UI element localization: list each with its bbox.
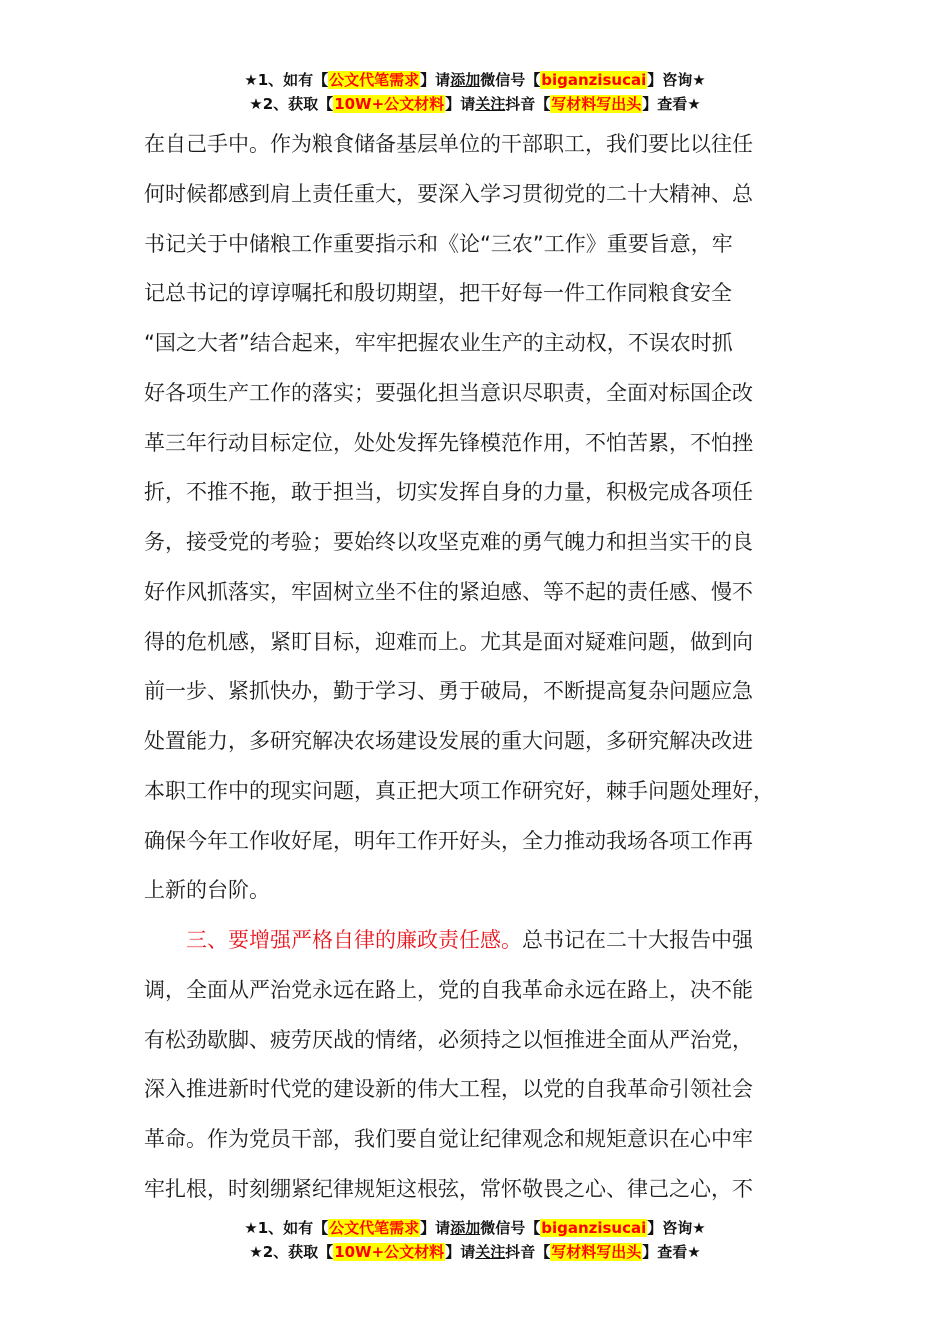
footer-banner: [0, 1216, 950, 1264]
banner-highlight: 公文代笔需求: [329, 1219, 420, 1237]
body-line: 书记关于中储粮工作重要指示和《论“三农”工作》重要旨意，牢: [144, 231, 733, 256]
banner-text: 微信号【: [480, 71, 541, 89]
banner-text: 】请: [420, 71, 451, 89]
body-line: 折，不推不拖，敢于担当，切实发挥自身的力量，积极完成各项任: [144, 480, 753, 505]
banner-line-2: [0, 1240, 950, 1264]
banner-text: ★2、获取【: [249, 95, 334, 113]
banner-text: ★2、获取【: [249, 1243, 334, 1261]
body-line: 前一步、紧抓快办，勤于学习、勇于破局，不断提高复杂问题应急: [144, 679, 753, 704]
section-3-text: 总书记在二十大报告中强: [522, 928, 753, 952]
body-line: 处置能力，多研究解决农场建设发展的重大问题，多研究解决改进: [144, 729, 753, 753]
banner-highlight: 公文代笔需求: [329, 71, 420, 89]
banner-highlight: 写材料写出头: [551, 1243, 642, 1261]
banner-text: ★1、如有【: [244, 71, 329, 89]
banner-highlight: biganzisucai: [541, 71, 647, 89]
body-line: 得的危机感，紧盯目标，迎难而上。尤其是面对疑难问题，做到向: [144, 629, 753, 654]
banner-text: 】查看★: [642, 95, 701, 113]
document-body: [144, 120, 806, 1215]
banner-underlined: 添加: [450, 71, 481, 89]
body-line: 在自己手中。作为粮食储备基层单位的干部职工，我们要比以往任: [144, 132, 753, 156]
banner-text: 微信号【: [480, 1219, 541, 1237]
body-line: 有松劲歇脚、疲劳厌战的情绪，必须持之以恒推进全面从严治党，: [144, 1027, 753, 1052]
banner-highlight: 10W+公文材料: [334, 1243, 445, 1261]
body-line: “国之大者”结合起来，牢牢把握农业生产的主动权，不误农时抓: [144, 331, 733, 355]
body-line: 革命。作为党员干部，我们要自觉让纪律观念和规矩意识在心中牢: [144, 1127, 753, 1151]
header-banner: [0, 68, 950, 116]
banner-highlight: 写材料写出头: [551, 95, 642, 113]
body-line: 好作风抓落实，牢固树立坐不住的紧迫感、等不起的责任感、慢不: [144, 579, 753, 604]
body-line: 好各项生产工作的落实；要强化担当意识尽职责，全面对标国企改: [144, 380, 753, 405]
banner-text: 】查看★: [642, 1243, 701, 1261]
banner-text: 】请: [420, 1219, 451, 1237]
banner-text: 】请: [445, 95, 476, 113]
body-line: 何时候都感到肩上责任重大，要深入学习贯彻党的二十大精神、总: [144, 181, 753, 206]
banner-highlight: 10W+公文材料: [334, 95, 445, 113]
banner-text: ★1、如有【: [244, 1219, 329, 1237]
body-line: 记总书记的谆谆嘱托和殷切期望，把干好每一件工作同粮食安全: [144, 281, 732, 306]
body-line: 上新的台阶。: [144, 878, 270, 903]
banner-underlined: 添加: [450, 1219, 481, 1237]
section-3-heading: 三、要增强严格自律的廉政责任感。: [186, 928, 522, 952]
banner-line-1: [0, 1216, 950, 1240]
banner-text: 抖音【: [505, 95, 551, 113]
body-line: 革三年行动目标定位，处处发挥先锋模范作用，不怕苦累，不怕挫: [144, 430, 753, 455]
body-line: 确保今年工作收好尾，明年工作开好头，全力推动我场各项工作再: [144, 828, 753, 853]
banner-text: 抖音【: [505, 1243, 551, 1261]
banner-underlined: 关注: [475, 1243, 506, 1261]
body-line: 深入推进新时代党的建设新的伟大工程，以党的自我革命引领社会: [144, 1077, 753, 1102]
body-line: 牢扎根，时刻绷紧纪律规矩这根弦，常怀敬畏之心、律己之心，不: [144, 1176, 753, 1201]
banner-text: 】咨询★: [647, 1219, 706, 1237]
banner-underlined: 关注: [475, 95, 506, 113]
banner-line-1: [0, 68, 950, 92]
body-line: 调，全面从严治党永远在路上，党的自我革命永远在路上，决不能: [144, 977, 753, 1002]
body-line: 本职工作中的现实问题，真正把大项工作研究好，棘手问题处理好，: [144, 778, 774, 803]
banner-highlight: biganzisucai: [541, 1219, 647, 1237]
banner-text: 】请: [445, 1243, 476, 1261]
banner-line-2: [0, 92, 950, 116]
section-3-first-line: [144, 916, 806, 966]
body-line: 务，接受党的考验；要始终以攻坚克难的勇气魄力和担当实干的良: [144, 530, 753, 554]
banner-text: 】咨询★: [647, 71, 706, 89]
